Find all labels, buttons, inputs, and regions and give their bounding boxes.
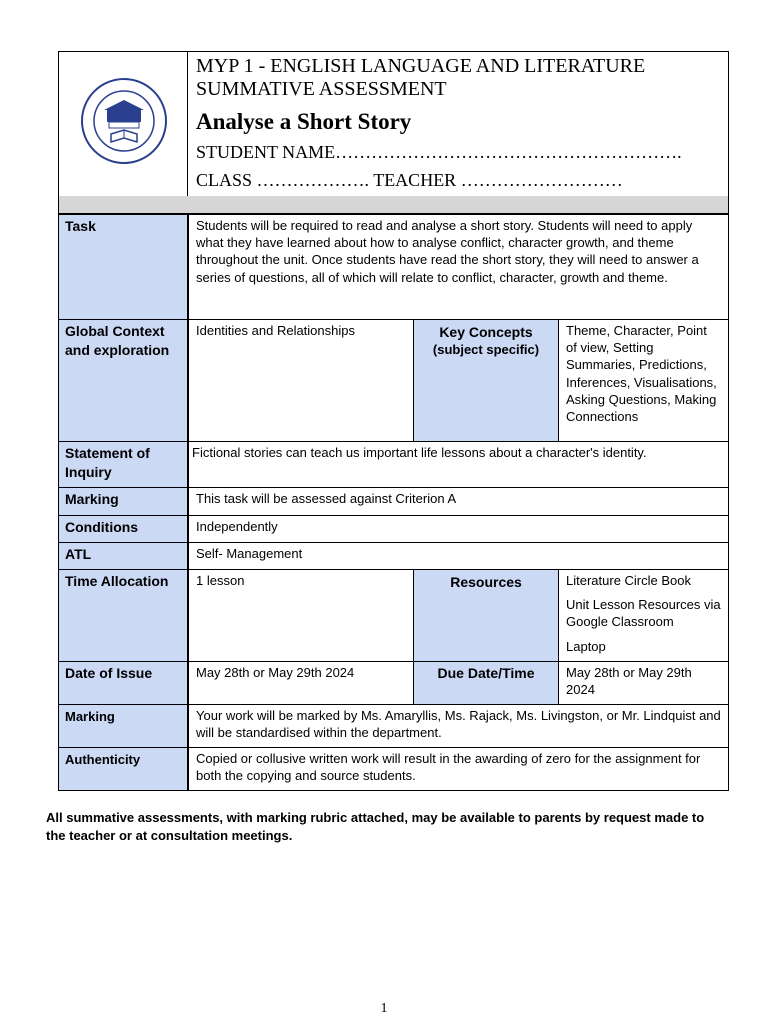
task-value: Students will be required to read and analyse a short story. Students will need to apply what they have learned about how to analyse conflict, character growth, and theme throughout the unit. Once students have read the short story, they will need to answer a series of questions, all of which will relate to conflict, character, growth and theme.: [188, 214, 729, 320]
inquiry-value: Fictional stories can teach us important life lessons about a character's identity.: [188, 441, 729, 488]
marking-detail-value: Your work will be marked by Ms. Amaryllis, Ms. Rajack, Ms. Livingston, or Mr. Lindquist and will be standardised within the department.: [188, 704, 729, 748]
page-number: 1: [380, 1001, 388, 1016]
global-context-value: Identities and Relationships: [188, 319, 414, 442]
date-of-issue-value: May 28th or May 29th 2024: [188, 661, 414, 705]
inquiry-label: Statement of Inquiry: [58, 441, 188, 488]
marking-detail-label: Marking: [58, 704, 188, 748]
header-line1: MYP 1 - ENGLISH LANGUAGE AND LITERATURE: [196, 55, 646, 77]
conditions-label: Conditions: [58, 515, 188, 543]
resource-item: Laptop: [566, 638, 606, 654]
student-name-line: STUDENT NAME………………………………………………….: [196, 142, 682, 162]
key-concepts-label: Key Concepts: [439, 324, 533, 340]
due-date-value: May 28th or May 29th 2024: [558, 661, 729, 705]
atl-label: ATL: [58, 542, 188, 570]
date-of-issue-label: Date of Issue: [58, 661, 188, 705]
resource-item: Unit Lesson Resources via Google Classroom: [566, 597, 721, 630]
time-allocation-label: Time Allocation: [58, 569, 188, 662]
global-context-label: Global Context and exploration: [58, 319, 188, 442]
header-block: [58, 51, 729, 197]
grey-band: [58, 196, 729, 214]
key-concepts-sub: (subject specific): [432, 342, 540, 357]
authenticity-label: Authenticity: [58, 747, 188, 791]
page-title: Analyse a Short Story: [196, 109, 412, 134]
header-line2: SUMMATIVE ASSESSMENT: [196, 78, 447, 100]
class-teacher-line: CLASS ………………. TEACHER ………………………: [196, 170, 623, 190]
key-concepts-value: Theme, Character, Point of view, Setting Summaries, Predictions, Inferences, Visualisations, Asking Questions, Making Connections: [558, 319, 729, 442]
school-crest-icon: [79, 76, 169, 166]
time-allocation-value: 1 lesson: [188, 569, 414, 662]
authenticity-value: Copied or collusive written work will result in the awarding of zero for the assignment for both the copying and source students.: [188, 747, 729, 791]
marking-value: This task will be assessed against Criterion A: [188, 487, 729, 516]
conditions-value: Independently: [188, 515, 729, 543]
atl-value: Self- Management: [188, 542, 729, 570]
logo-cell: [59, 52, 188, 196]
footer-note: All summative assessments, with marking rubric attached, may be available to parents by request made to the teacher or at consultation meetings.: [46, 810, 705, 843]
marking-label: Marking: [58, 487, 188, 516]
resource-item: Literature Circle Book: [566, 573, 691, 588]
resources-label: Resources: [413, 569, 559, 662]
due-date-label: Due Date/Time: [413, 661, 559, 705]
key-concepts-label-cell: [413, 319, 559, 442]
resources-value: [558, 569, 729, 662]
task-label: Task: [58, 214, 188, 320]
